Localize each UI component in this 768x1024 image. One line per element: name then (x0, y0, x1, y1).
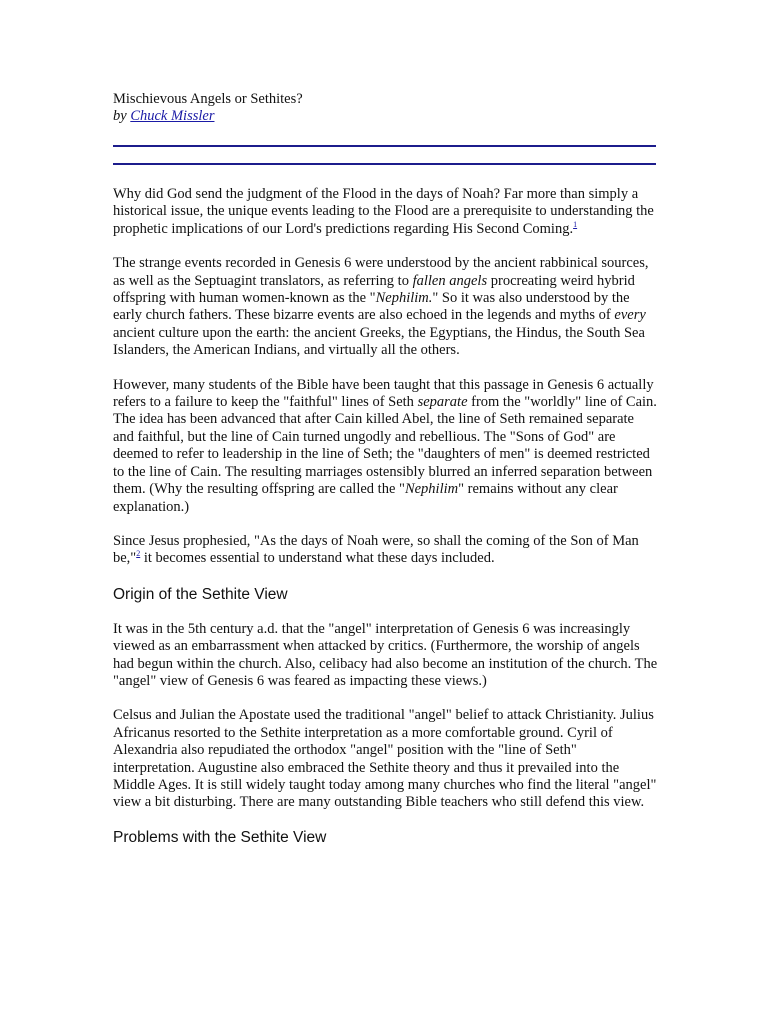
paragraph-5: It was in the 5th century a.d. that the "angel" interpretation of Genesis 6 was increasingly viewed as an embarrassment when attacked by critics. (Furthermore, the worship of angels had begun within the church. Also, celibacy had also become an institution of the church. The "angel" view of Genesis 6 was feared as impacting these views.) (113, 620, 658, 689)
byline-prefix: by (113, 108, 131, 124)
paragraph-2-text-c: " So it was also understood by the early church fathers. These bizarre events are also echoed in the legends and myths of (113, 290, 630, 324)
paragraph-3-text-a: However, many students of the Bible have been taught that this passage in Genesis 6 actually refers to a failure to keep the "faithful" lines of Seth (113, 376, 654, 411)
paragraph-2-text-b: procreating weird hybrid offspring with human women-known as the " (113, 272, 635, 307)
paragraph-6: Celsus and Julian the Apostate used the traditional "angel" belief to attack Christianity. Julius Africanus resorted to the Sethite interpretation as a more comfortable ground. Cyril of Alexandria also repudiated the orthodox "angel" position with the "line of Seth" interpretation. Augustine also embraced the Sethite theory and thus it prevailed into the Middle Ages. It is still widely taught today among many churches who find the literal "angel" view a bit disturbing. There are many outstanding Bible teachers who still defend this view. (113, 707, 657, 811)
paragraph-2-emphasis-every: every (614, 307, 646, 324)
footnote-2-link[interactable]: 2 (136, 549, 141, 559)
paragraph-2 (113, 255, 658, 359)
author-link[interactable]: Chuck Missler (130, 108, 215, 124)
article-title: Mischievous Angels or Sethites? (113, 91, 303, 107)
paragraph-2-emphasis-fallen-angels: fallen angels (412, 272, 488, 289)
paragraph-4-text-b: it becomes essential to understand what these days included. (140, 550, 495, 567)
paragraph-3-text-b: from the "worldly" line of Cain. The idea has been advanced that after Cain killed Abel, the line of Seth remained separate and faithful, but the line of Cain turned ungodly and rebellious. The "Sons of God" are deemed to refer to leadership in the line of Seth; the "daughters of men" is deemed restricted to the line of Cain. The resulting marriages ostensibly blurred an inferred separation between them. (Why the resulting offspring are called the " (113, 394, 657, 498)
paragraph-3-emphasis-separate: separate (417, 394, 468, 411)
paragraph-4-text-a: Since Jesus prophesied, "As the days of Noah were, so shall the coming of the Son of Man be," (113, 532, 639, 567)
paragraph-2-text-a: The strange events recorded in Genesis 6 were understood by the ancient rabbinical sources, as well as the Septuagint translators, as referring to (113, 255, 649, 289)
section-heading-problems: Problems with the Sethite View (113, 828, 327, 846)
section-heading-origin: Origin of the Sethite View (113, 585, 288, 603)
paragraph-3-emphasis-nephilim: Nephilim (404, 481, 459, 498)
paragraph-4 (113, 533, 658, 568)
paragraph-1 (113, 186, 658, 238)
byline (113, 108, 658, 125)
footnote-1-link[interactable]: 1 (573, 219, 578, 229)
article (113, 91, 658, 847)
paragraph-2-emphasis-nephilim: Nephilim. (375, 290, 433, 307)
paragraph-3 (113, 377, 658, 516)
paragraph-3-text-c: " remains without any clear explanation.) (113, 481, 618, 515)
divider-top (113, 145, 656, 147)
paragraph-1-text: Why did God send the judgment of the Flood in the days of Noah? Far more than simply a historical issue, the unique events leading to the Flood are a prerequisite to understanding the prophetic implications of our Lord's predictions regarding His Second Coming. (113, 186, 654, 237)
paragraph-2-text-d: ancient culture upon the earth: the ancient Greeks, the Egyptians, the Hindus, the South Sea Islanders, the American Indians, and virtually all the others. (113, 324, 645, 359)
divider-bottom (113, 163, 656, 165)
